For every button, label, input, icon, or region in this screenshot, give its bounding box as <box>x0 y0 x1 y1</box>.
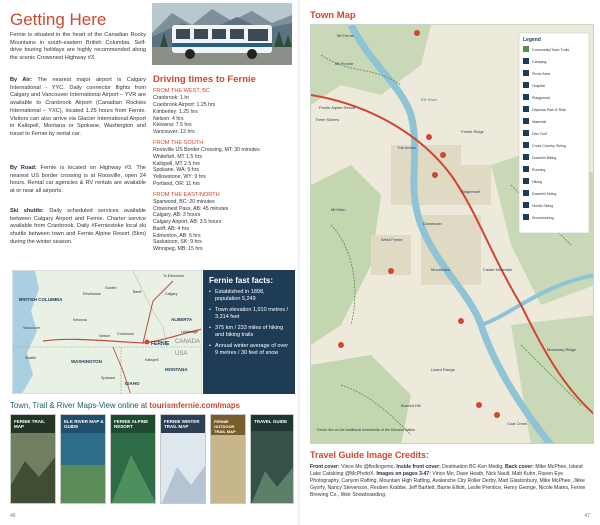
maps-online-prefix: Town, Trail & River Maps-View online at <box>10 401 150 410</box>
map-label-seattle: Seattle <box>25 356 37 360</box>
by-air-text: The nearest major airport is Calgary International - YYC. Daily connector flights from Calgary and Vancouver International Airport – YVR are available to Cranbrook Airport (Canadian Rockies International – YXC), located 1.25 hours from Fernie. Visitors can also arrive via Glacier International Airport in Kalispell, Montana or Spokane, Washington and travel to Fernie by rental car. <box>10 77 146 138</box>
map-label-fernie-alpine: Fernie Alpine Resort <box>319 105 356 110</box>
driving-group-head: FROM THE SOUTH <box>153 139 204 146</box>
map-label-burned-hill: Burned Hill <box>401 403 421 408</box>
cover-title: FERNIE TRAIL MAP <box>14 419 45 429</box>
map-label-castle: Castle Mountain <box>483 267 512 272</box>
svg-text:Cross Country Skiing: Cross Country Skiing <box>532 144 566 148</box>
right-page <box>300 0 600 525</box>
credits-text <box>310 464 594 499</box>
svg-text:Disc Golf: Disc Golf <box>532 132 547 136</box>
shuttle-bus-photo <box>152 3 292 65</box>
svg-text:Hospital: Hospital <box>532 84 545 88</box>
map-covers-row <box>10 414 295 510</box>
svg-text:Disposal Park & Ride: Disposal Park & Ride <box>532 108 566 112</box>
svg-text:Hiking: Hiking <box>532 180 542 184</box>
svg-text:Nordic Skiing: Nordic Skiing <box>532 204 554 208</box>
ski-shuttle-text: Daily scheduled services available between Calgary Airport and Fernie. Charter service available from Cranbrook. Daily #Ferniestoke local ski shuttle between town and Fernie Alpine Resort (5km) during the winter season. <box>10 208 146 245</box>
by-road-paragraph <box>10 165 146 196</box>
map-label-golden: Golden <box>105 286 117 290</box>
map-label-idaho: IDAHO <box>125 381 140 386</box>
map-label-calgary: Calgary <box>165 292 178 296</box>
svg-text:Running: Running <box>532 168 546 172</box>
by-air-label: By Air: <box>10 77 33 83</box>
page-number-right: 47 <box>584 513 590 519</box>
map-label-nelson: Nelson <box>99 334 111 338</box>
fast-facts-title: Fernie fast facts: <box>209 276 274 285</box>
cover-outdoor-trail[interactable] <box>210 414 246 504</box>
town-map <box>310 24 594 444</box>
svg-text:Camping: Camping <box>532 60 547 64</box>
cover-title: FERNIE ALPINE RESORT <box>114 419 149 429</box>
cover-alpine-resort[interactable] <box>110 414 156 504</box>
credit-label: Inside front cover: <box>396 464 441 470</box>
credit-text: Destination BC-Ken Medig. <box>440 464 506 470</box>
map-footnote: Fernie lies on the traditional homelands of the Ktunaxa Nation <box>317 428 416 432</box>
map-label-washington: WASHINGTON <box>71 359 102 364</box>
svg-text:Downhill Biking: Downhill Biking <box>532 156 557 160</box>
credit-label: Front cover: <box>310 464 340 470</box>
credit-label: Back cover: <box>505 464 534 470</box>
credit-text: Mike McPhee, Island Lake Catskiing @McPhotoX. <box>310 464 583 478</box>
cover-trail-map[interactable] <box>10 414 56 504</box>
fast-facts-box <box>203 270 295 394</box>
cover-travel-guide[interactable] <box>250 414 294 504</box>
credits-title: Travel Guide Image Credits: <box>310 450 430 460</box>
map-label-canada: CANADA <box>175 339 201 345</box>
map-label-coal-creek: Coal Creek <box>507 421 528 426</box>
map-label-fernie: FERNIE <box>151 341 170 347</box>
cover-elk-river[interactable] <box>60 414 106 504</box>
ski-shuttle-label: Ski shuttle: <box>10 208 44 214</box>
town-map-title: Town Map <box>310 10 356 21</box>
driving-group-lines: Sparwood, BC: 20 minutes Crowsnest Pass, AB: 45 minutes Calgary, AB: 3 hours Calgary Airport, AB: 3.5 hours Banff, AB: 4 hrs Edmonton, AB: 6 hrs Saskatoon, SK: 9 hrs Winnipeg, MB: 15 hrs <box>153 198 229 253</box>
driving-group-head: FROM THE WEST, BC <box>153 88 211 94</box>
map-label-alberta: ALBERTA <box>171 317 193 322</box>
credit-text: Vince Mo, Dave Heath, Nick Nault, Matt Kuhn, Raven Eye Photography, Canyon Rafting, Mountain High Rafting, Avalanche City Roller Derby, Matt Glastonbury, Mike McPhee, Jikke Gyorfy, Nancy Stevenson, Reuben Krabbe, Jeff Bartlett, Barrie Elliott, Leslie Prentice, Henry George, Nicole Mates, Fernie Brewing Co., Weir Snowboarding. <box>310 471 586 499</box>
svg-text:Waterfall: Waterfall <box>532 120 547 124</box>
credit-label: Images on pages 3-47: <box>376 471 431 478</box>
cover-title: ELK RIVER MAP & GUIDE <box>64 419 104 429</box>
map-label-west-fernie: West Fernie <box>381 237 403 242</box>
page-number-left: 46 <box>10 513 16 519</box>
map-label-lethbridge: Lethbridge <box>181 330 198 334</box>
cover-title: TRAVEL GUIDE <box>254 419 288 424</box>
svg-text:Community/Town Trails: Community/Town Trails <box>532 48 570 52</box>
svg-text:Snowshoeing: Snowshoeing <box>532 216 554 220</box>
map-label-mt-klein: Mt Klein <box>331 207 346 212</box>
map-label-downtown: Downtown <box>423 221 442 226</box>
fast-fact: • 375 km / 233 miles of hiking and biking trails <box>209 325 289 340</box>
map-label-ridgemont: Ridgemont <box>461 189 481 194</box>
map-label-spokane: Spokane <box>101 376 116 380</box>
map-label-revelstoke: Revelstoke <box>83 292 101 296</box>
driving-group-lines: Cranbrook: 1 hr Cranbrook Airport: 1.25 hrs Kimberley: 1.25 hrs Nelson: 4 hrs Kelowna: 7.5 hrs Vancouver: 12 hrs <box>153 95 216 136</box>
driving-group-head: FROM THE EAST/NORTH <box>153 191 220 198</box>
map-label-fernie-ridge: Fernie Ridge <box>461 129 484 134</box>
map-label-mountview: Mountview <box>431 267 451 272</box>
map-label-lizard: Lizard Range <box>431 367 455 372</box>
map-label-kelowna: Kelowna <box>73 318 87 322</box>
by-air-paragraph <box>10 77 146 139</box>
map-label-morrissey: Morrissey Ridge <box>547 347 576 352</box>
map-label-banff: Banff <box>133 290 142 294</box>
cover-winter-trail[interactable] <box>160 414 206 504</box>
fast-fact: • Town elevation 1,010 metres / 3,314 feet <box>209 307 289 322</box>
map-label-annex: The Annex <box>397 145 417 150</box>
map-label-edmonton: To Edmonton <box>163 274 185 278</box>
fast-fact: • Annual winter average of over 9 metres / 30 feet of snow <box>209 343 289 358</box>
maps-online-line <box>10 401 240 410</box>
by-road-text: Fernie is located on Highway #3. The nearest US border crossing is at Roosville, open 24 hours. Rental car agencies & RV rentals are available at or near all airports. <box>10 165 146 195</box>
ski-shuttle-paragraph <box>10 208 146 247</box>
driving-group-lines: Roosville US Border Crossing, MT: 30 minutes Whitefish, MT 1.5 hrs Kalispell, MT 2.5 hrs Spokane, WA: 5 hrs Yellowstone, WY: 9 hrs Portland, OR: 11 hrs <box>153 147 260 187</box>
map-label-usa: USA <box>175 351 188 357</box>
driving-times-title: Driving times to Fernie <box>153 74 256 85</box>
map-label-vancouver: Vancouver <box>23 326 40 330</box>
svg-text:Picnic Area: Picnic Area <box>532 72 550 76</box>
driving-times-list <box>153 88 293 253</box>
map-label-kalispell: Kalispell <box>145 358 159 362</box>
map-label-three-sisters: Three Sisters <box>315 117 339 122</box>
by-road-label: By Road: <box>10 165 37 171</box>
page-title: Getting Here <box>10 10 107 29</box>
legend-title: Legend <box>523 37 541 43</box>
map-label-bc: BRITISH COLUMBIA <box>19 297 63 302</box>
map-label-mt-proctor: Mt Proctor <box>335 61 354 66</box>
fast-fact: • Established in 1898, population 5,249 <box>209 289 289 304</box>
svg-text:Downhill Skiing: Downhill Skiing <box>532 192 557 196</box>
maps-online-link[interactable]: tourismfernie.com/maps <box>149 401 240 410</box>
svg-text:Playground: Playground <box>532 96 551 100</box>
cover-title: FERNIE WINTER TRAIL MAP <box>164 419 200 429</box>
credit-text: Vince Mo @findingvmo. <box>339 464 397 470</box>
map-label-montana: MONTANA <box>165 367 188 372</box>
region-map <box>12 270 202 394</box>
cover-title: FERNIE OUTDOOR TRAIL MAP <box>214 419 236 434</box>
map-label-elk-river: Elk River <box>421 97 438 102</box>
map-label-cranbrook: Cranbrook <box>117 332 134 336</box>
intro-text: Fernie is situated in the heart of the Canadian Rocky Mountains in south-eastern British Columbia. Self-drive touring holidays are highly recommended along the scenic Crowsnest Highway #3. <box>10 32 146 62</box>
map-label-mt-fernie: Mt Fernie <box>337 33 354 38</box>
